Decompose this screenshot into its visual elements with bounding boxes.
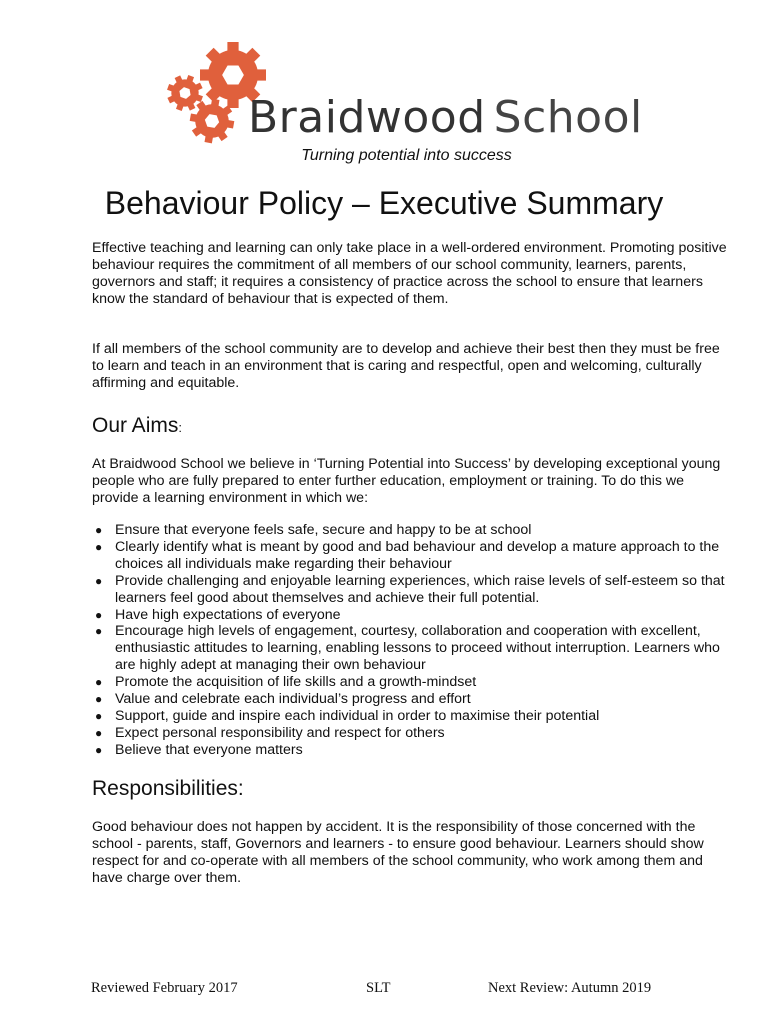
aims-text: At Braidwood School we believe in ‘Turning Potential into Success’ by developing exceptional young people who are fully prepared to enter further education, employment or training. To do this we provide a learning environment in which we: [92, 456, 721, 506]
page-title: Behaviour Policy – Executive Summary [104, 185, 664, 221]
bullet-icon: ● [95, 624, 103, 639]
list-item [92, 742, 732, 759]
responsibilities-text: Good behaviour does not happen by accident. It is the responsibility of those concerned with the school - parents, staff, Governors and learners - to ensure good behaviour. Learners should show respect for and co-operate with all members of the school community, who work among them and have charge over them. [92, 819, 704, 886]
list-item-text: Believe that everyone matters [115, 741, 303, 758]
bullet-icon: ● [95, 708, 103, 723]
list-item-text: Ensure that everyone feels safe, secure and happy to be at school [115, 522, 532, 538]
aims-paragraph [92, 456, 732, 507]
bullet-icon: ● [95, 607, 103, 622]
list-item [92, 691, 732, 708]
list-item-text: Have high expectations of everyone [115, 606, 341, 623]
intro-text-2: If all members of the school community are to develop and achieve their best then they must be free to learn and teach in an environment that is caring and respectful, open and welcoming, culturally affirming and equitable. [92, 341, 720, 391]
list-item-text: Support, guide and inspire each individual in order to maximise their potential [115, 707, 600, 724]
list-item-text: Value and celebrate each individual’s progress and effort [115, 691, 471, 708]
aims-heading-text: Our Aims [92, 414, 179, 437]
list-item-text: Provide challenging and enjoyable learning experiences, which raise levels of self-esteem so that learners feel good about themselves and achieve their full potential. [115, 572, 725, 606]
list-item-text: Expect personal responsibility and respect for others [115, 724, 445, 741]
aims-heading-colon: : [178, 420, 182, 435]
list-item [92, 573, 732, 607]
footer-reviewed: Reviewed February 2017 [91, 980, 238, 996]
school-name-part2: School [493, 92, 643, 143]
list-item [92, 725, 732, 742]
list-item [92, 674, 732, 691]
intro-text-1: Effective teaching and learning can only take place in a well-ordered environment. Promoting positive behaviour requires the commitment of all members of our school community, learners, parents, governors and staff; it requires a consistency of practice across the school to ensure that learners know the standard of behaviour that is expected of them. [92, 240, 727, 307]
bullet-icon: ● [95, 573, 103, 588]
list-item [92, 522, 732, 539]
school-name-part1: Braidwood [248, 92, 486, 143]
aims-list [92, 522, 732, 759]
list-item [92, 708, 732, 725]
bullet-icon: ● [95, 692, 103, 707]
list-item-text: Encourage high levels of engagement, courtesy, collaboration and cooperation with excellent, enthusiastic attitudes to learning, enabling lessons to proceed without interruption. Learners who are highly adept at managing their own behaviour [115, 623, 720, 674]
intro-paragraph-1 [92, 240, 732, 308]
list-item-text: Clearly identify what is meant by good and bad behaviour and develop a mature approach to the choices all individuals make regarding their behaviour [115, 538, 720, 572]
responsibilities-heading: Responsibilities: [92, 777, 244, 800]
footer-next-review: Next Review: Autumn 2019 [488, 980, 652, 996]
list-item [92, 607, 732, 624]
intro-paragraph-2 [92, 341, 732, 392]
bullet-icon: ● [95, 725, 103, 740]
school-name [248, 92, 643, 143]
bullet-icon: ● [95, 675, 103, 690]
aims-heading [92, 414, 182, 438]
tagline: Turning potential into success [301, 147, 512, 164]
list-item-text: Promote the acquisition of life skills and a growth-mindset [115, 674, 477, 691]
footer-owner: SLT [366, 980, 391, 996]
bullet-icon: ● [95, 523, 103, 537]
bullet-icon: ● [95, 742, 103, 757]
list-item [92, 623, 732, 674]
responsibilities-paragraph [92, 819, 732, 887]
list-item [92, 539, 732, 573]
bullet-icon: ● [95, 539, 103, 554]
